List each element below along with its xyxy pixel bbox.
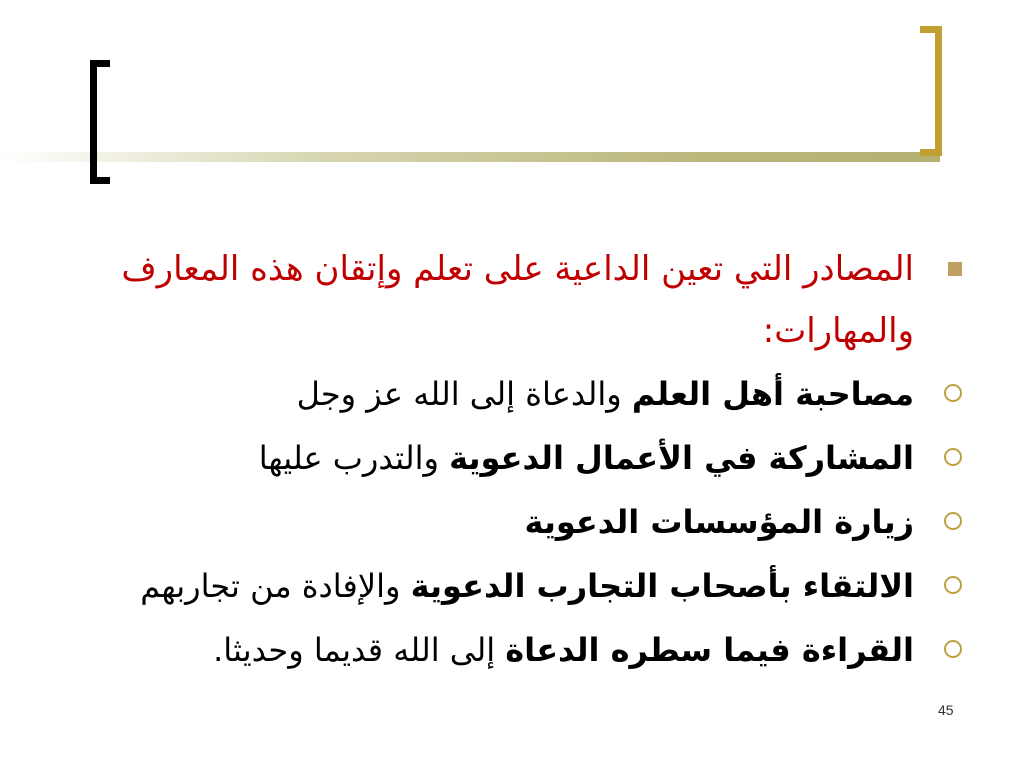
decorative-line bbox=[0, 152, 940, 162]
circle-bullet-icon bbox=[944, 640, 962, 658]
sub-point-text: إلى الله قديما وحديثا. bbox=[213, 631, 506, 669]
left-bracket-decoration bbox=[90, 60, 110, 184]
sub-point-1 bbox=[84, 362, 964, 426]
main-point-text: المصادر التي تعين الداعية على تعلم وإتقان هذه المعارف والمهارات: bbox=[121, 249, 914, 351]
square-bullet-icon bbox=[948, 262, 962, 276]
main-bullet-point bbox=[84, 238, 964, 362]
sub-point-text: والدعاة إلى الله عز وجل bbox=[296, 375, 632, 413]
sub-point-bold-text: القراءة فيما سطره الدعاة bbox=[505, 631, 914, 669]
sub-point-4 bbox=[84, 554, 964, 618]
circle-bullet-icon bbox=[944, 384, 962, 402]
sub-point-3 bbox=[84, 490, 964, 554]
sub-point-bold-text: مصاحبة أهل العلم bbox=[631, 375, 914, 413]
page-number: 45 bbox=[938, 702, 954, 718]
sub-point-text: والتدرب عليها bbox=[258, 439, 450, 477]
sub-point-2 bbox=[84, 426, 964, 490]
sub-point-bold-text: زيارة المؤسسات الدعوية bbox=[524, 503, 914, 541]
circle-bullet-icon bbox=[944, 576, 962, 594]
sub-point-5 bbox=[84, 618, 964, 682]
right-bracket-decoration bbox=[920, 26, 942, 156]
circle-bullet-icon bbox=[944, 448, 962, 466]
sub-points-list bbox=[84, 362, 964, 682]
sub-point-bold-text: المشاركة في الأعمال الدعوية bbox=[449, 439, 914, 477]
slide-content bbox=[84, 238, 964, 682]
sub-point-bold-text: الالتقاء بأصحاب التجارب الدعوية bbox=[410, 567, 914, 605]
sub-point-text: والإفادة من تجاربهم bbox=[140, 567, 411, 605]
circle-bullet-icon bbox=[944, 512, 962, 530]
